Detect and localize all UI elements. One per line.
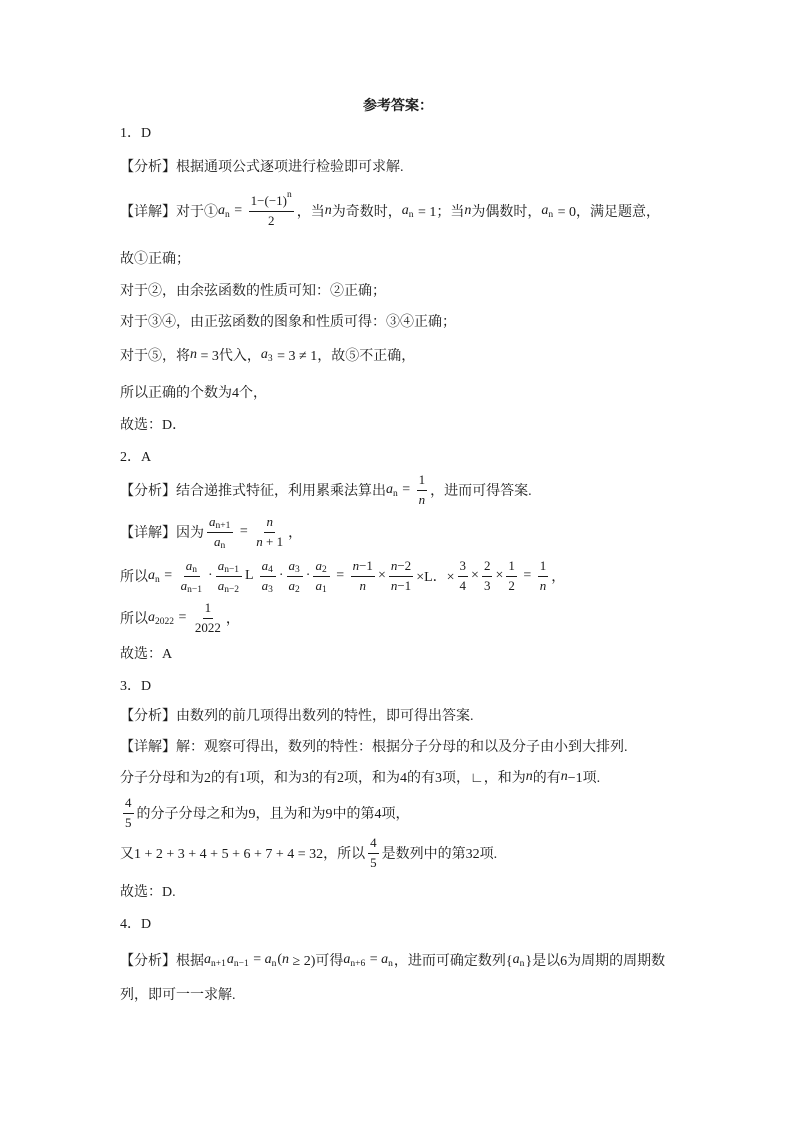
fraction xyxy=(482,558,493,595)
math-variable: a xyxy=(218,203,225,218)
text-run: = xyxy=(175,610,190,625)
text-run: = xyxy=(249,952,265,967)
text-run: 【分析】根据 xyxy=(120,954,204,969)
fraction xyxy=(368,835,379,872)
text-run: 2022 xyxy=(194,620,221,635)
subscript: n xyxy=(393,489,398,499)
fraction-denominator xyxy=(266,212,277,230)
fraction xyxy=(389,558,413,595)
math-variable: a xyxy=(381,952,389,967)
math-variable: n xyxy=(390,578,398,593)
fraction-denominator xyxy=(123,814,134,832)
text-run: 3 xyxy=(483,578,491,593)
fraction-denominator xyxy=(417,491,428,509)
subscript: n+1 xyxy=(211,959,226,969)
text-run: 对于⑤，将 xyxy=(120,349,190,364)
text-run: 对于③④，由正弦函数的图象和性质可得：③④正确； xyxy=(120,315,456,330)
answer-line xyxy=(120,470,532,510)
text-run: = 1；当 xyxy=(414,205,465,220)
text-run: 的分子分母之和为9，且为和为9中的第4项， xyxy=(136,807,410,822)
subscript: 2 xyxy=(295,585,300,595)
text-run: ，进而可得答案. xyxy=(430,484,532,499)
text-run: · xyxy=(208,568,213,583)
subscript: n−2 xyxy=(224,585,240,595)
text-run: 1 xyxy=(204,600,212,615)
math-variable: n xyxy=(390,558,398,573)
fraction-numerator xyxy=(538,558,549,577)
fraction xyxy=(254,514,285,551)
math-variable: n xyxy=(324,203,332,218)
subscript: n+1 xyxy=(215,521,231,531)
text-run: 的有 xyxy=(532,771,561,786)
text-run: 故选：D． xyxy=(120,418,187,433)
subscript: n xyxy=(548,210,554,220)
math-variable: a xyxy=(315,558,322,573)
fraction-numerator xyxy=(482,558,493,577)
subscript: n xyxy=(155,575,160,585)
subscript: 2 xyxy=(321,565,327,575)
fraction xyxy=(207,514,233,551)
superscript: n xyxy=(286,190,292,200)
math-variable: n xyxy=(464,203,472,218)
fraction-numerator xyxy=(351,558,375,577)
text-run: = xyxy=(519,568,535,583)
text-run: 对于②，由余弦函数的性质可知：②正确； xyxy=(120,284,386,299)
text-run: 3．D xyxy=(120,679,152,694)
text-run: 又1 + 2 + 3 + 4 + 5 + 6 + 7 + 4 = 32，所以 xyxy=(120,847,366,862)
math-variable: a xyxy=(401,203,409,218)
subscript: 3 xyxy=(295,565,300,575)
answer-line xyxy=(120,335,415,375)
math-variable: a xyxy=(185,558,193,573)
text-run: ，进而可确定数列{ xyxy=(393,954,513,969)
subscript: n−1 xyxy=(233,959,249,969)
text-run: 【详解】因为 xyxy=(120,526,204,541)
subscript: n−1 xyxy=(224,565,240,575)
subscript: 3 xyxy=(268,585,273,595)
fraction xyxy=(417,472,428,509)
math-variable: n xyxy=(256,534,263,549)
math-variable: n xyxy=(525,769,533,784)
fraction-numerator xyxy=(216,558,242,577)
math-variable: a xyxy=(260,347,268,362)
math-variable: a xyxy=(386,482,393,497)
text-run: ≥ 2)可得 xyxy=(289,954,344,969)
text-run: · xyxy=(278,568,284,583)
text-run: 【分析】由数列的前几项得出数列的特性，即可得出答案. xyxy=(120,709,474,724)
answer-line xyxy=(120,793,410,833)
fraction-denominator xyxy=(216,577,242,595)
text-run: × xyxy=(495,568,504,583)
math-variable: a xyxy=(204,952,211,967)
text-run: −2 xyxy=(397,558,412,573)
math-variable: n xyxy=(539,578,547,593)
fraction-numerator xyxy=(184,558,200,577)
text-run: 所以 xyxy=(120,570,148,585)
math-variable: n xyxy=(418,492,426,507)
answer-line xyxy=(120,598,240,638)
fraction-denominator xyxy=(179,577,205,595)
text-run: 列，即可一一求解. xyxy=(120,988,236,1003)
fraction-denominator xyxy=(506,577,517,595)
math-variable: a xyxy=(148,568,155,583)
fraction-denominator xyxy=(313,577,329,595)
subscript: n xyxy=(271,959,277,969)
text-run: + 1 xyxy=(262,534,284,549)
math-variable: n xyxy=(352,558,360,573)
math-variable: a xyxy=(217,578,225,593)
math-variable: n xyxy=(560,769,568,784)
subscript: n−1 xyxy=(187,585,203,595)
text-run: 4 xyxy=(125,795,132,810)
text-run: · xyxy=(305,568,311,583)
answer-line xyxy=(120,757,600,797)
text-run: × xyxy=(377,568,386,583)
fraction xyxy=(216,558,242,595)
text-run: 4 xyxy=(370,835,377,850)
text-run: ( xyxy=(277,952,283,967)
fraction xyxy=(123,795,134,832)
text-run: 2．A xyxy=(120,450,152,465)
fraction-numerator xyxy=(207,514,233,533)
text-run: −1 xyxy=(397,578,412,593)
text-run: 4 xyxy=(459,578,467,593)
math-variable: n xyxy=(359,578,367,593)
text-run: ×L．× xyxy=(416,570,455,585)
math-variable: a xyxy=(343,952,351,967)
text-run: ， xyxy=(551,570,566,585)
text-run: L xyxy=(245,568,257,583)
fraction-denominator xyxy=(287,577,303,595)
text-run: 4．D xyxy=(120,917,152,932)
text-run: 是数列中的第32项. xyxy=(381,847,498,862)
text-run: = xyxy=(332,568,348,583)
text-run: 为偶数时， xyxy=(471,205,542,220)
text-run: 所以正确的个数为4个， xyxy=(120,386,267,401)
math-variable: n xyxy=(266,514,273,529)
text-run: 1．D xyxy=(120,126,152,141)
text-run: 【详解】解：观察可得出，数列的特性：根据分子分母的和以及分子由小到大排列. xyxy=(120,740,628,755)
math-variable: a xyxy=(261,558,269,573)
fraction xyxy=(313,558,329,595)
text-run: 【分析】根据通项公式逐项进行检验即可求解. xyxy=(120,160,404,175)
answer-line xyxy=(120,512,302,552)
math-variable: n xyxy=(190,347,197,362)
subscript: n+6 xyxy=(350,959,366,969)
text-run: 3 xyxy=(459,558,467,573)
text-run: ， xyxy=(288,526,303,541)
text-run: 1 xyxy=(508,558,515,573)
text-run: −1 xyxy=(359,558,373,573)
text-run: = 3代入， xyxy=(197,349,261,364)
subscript: 3 xyxy=(267,354,273,364)
text-run: = 3 ≠ 1，故⑤不正确， xyxy=(273,349,416,364)
fraction-denominator xyxy=(458,577,469,595)
text-run: 2 xyxy=(508,578,515,593)
text-run: = xyxy=(160,568,176,583)
subscript: 1 xyxy=(321,585,327,595)
answer-line xyxy=(120,191,660,231)
math-variable: a xyxy=(209,514,216,529)
answer-line xyxy=(120,556,565,596)
answer-line xyxy=(120,146,404,186)
text-run: }是以6为周期的周期数 xyxy=(525,954,666,969)
subscript: n xyxy=(519,959,525,969)
math-variable: a xyxy=(226,952,234,967)
fraction xyxy=(249,190,294,230)
math-variable: a xyxy=(217,558,225,573)
subscript: n xyxy=(225,210,230,220)
fraction-denominator xyxy=(482,577,493,595)
fraction xyxy=(506,558,517,595)
text-run: 5 xyxy=(370,855,377,870)
fraction-numerator xyxy=(264,514,275,533)
math-variable: n xyxy=(282,952,290,967)
math-variable: a xyxy=(541,203,549,218)
fraction-numerator xyxy=(506,558,517,577)
subscript: n xyxy=(388,959,393,969)
subscript: 4 xyxy=(268,565,273,575)
text-run: 所以 xyxy=(120,612,148,627)
text-run: = xyxy=(230,203,246,218)
subscript: n xyxy=(408,210,414,220)
text-run: 1 xyxy=(418,472,426,487)
math-variable: a xyxy=(512,952,520,967)
fraction xyxy=(287,558,303,595)
text-run: 【分析】结合递推式特征，利用累乘法算出 xyxy=(120,484,386,499)
answer-line xyxy=(120,903,151,943)
fraction-denominator xyxy=(389,577,413,595)
fraction xyxy=(351,558,375,595)
text-run: 故选：D. xyxy=(120,885,176,900)
text-run: ，当 xyxy=(296,205,325,220)
fraction-numerator xyxy=(458,558,469,577)
text-run: 1 xyxy=(539,558,547,573)
text-run: −1项. xyxy=(567,771,601,786)
math-variable: a xyxy=(180,578,188,593)
subscript: 2022 xyxy=(155,617,174,627)
text-run: = 0，满足题意， xyxy=(554,205,661,220)
fraction-denominator xyxy=(260,577,276,595)
fraction-denominator xyxy=(193,619,223,637)
fraction xyxy=(179,558,205,595)
math-variable: a xyxy=(148,610,155,625)
fraction-denominator xyxy=(254,533,285,551)
text-run: 2 xyxy=(483,558,491,573)
text-run: 5 xyxy=(125,815,132,830)
text-run: 故选：A xyxy=(120,647,173,662)
text-run: 2 xyxy=(267,213,275,228)
fraction-numerator xyxy=(368,835,379,854)
text-run: 为奇数时， xyxy=(331,205,402,220)
answer-line xyxy=(120,833,497,873)
fraction xyxy=(260,558,276,595)
math-variable: a xyxy=(261,578,269,593)
math-variable: a xyxy=(315,578,322,593)
fraction-denominator xyxy=(358,577,369,595)
fraction-numerator xyxy=(203,600,214,619)
text-run: 【详解】对于① xyxy=(120,205,218,220)
fraction-numerator xyxy=(249,190,294,212)
math-variable: a xyxy=(288,558,296,573)
math-variable: a xyxy=(288,578,296,593)
fraction xyxy=(538,558,549,595)
text-run: = xyxy=(398,482,414,497)
fraction xyxy=(458,558,469,595)
math-variable: a xyxy=(264,952,272,967)
answer-line xyxy=(120,974,236,1014)
fraction-numerator xyxy=(417,472,428,491)
fraction-denominator xyxy=(212,533,228,551)
text-run: ， xyxy=(225,612,240,627)
fraction-numerator xyxy=(313,558,329,577)
subscript: n xyxy=(192,565,197,575)
fraction-numerator xyxy=(260,558,276,577)
fraction xyxy=(193,600,223,637)
fraction-numerator xyxy=(287,558,303,577)
fraction-denominator xyxy=(538,577,549,595)
text-run: × xyxy=(471,568,479,583)
fraction-denominator xyxy=(368,854,379,872)
text-run: = xyxy=(236,524,252,539)
text-run: 故①正确； xyxy=(120,252,190,267)
math-variable: a xyxy=(214,534,221,549)
page-title: 参考答案： xyxy=(363,99,433,114)
fraction-numerator xyxy=(123,795,134,814)
text-run: 1−(−1) xyxy=(250,193,287,208)
fraction-numerator xyxy=(389,558,413,577)
text-run: = xyxy=(366,952,382,967)
subscript: n xyxy=(220,541,226,551)
text-run: 分子分母和为2的有1项，和为3的有2项，和为4的有3项，∟，和为 xyxy=(120,771,526,786)
